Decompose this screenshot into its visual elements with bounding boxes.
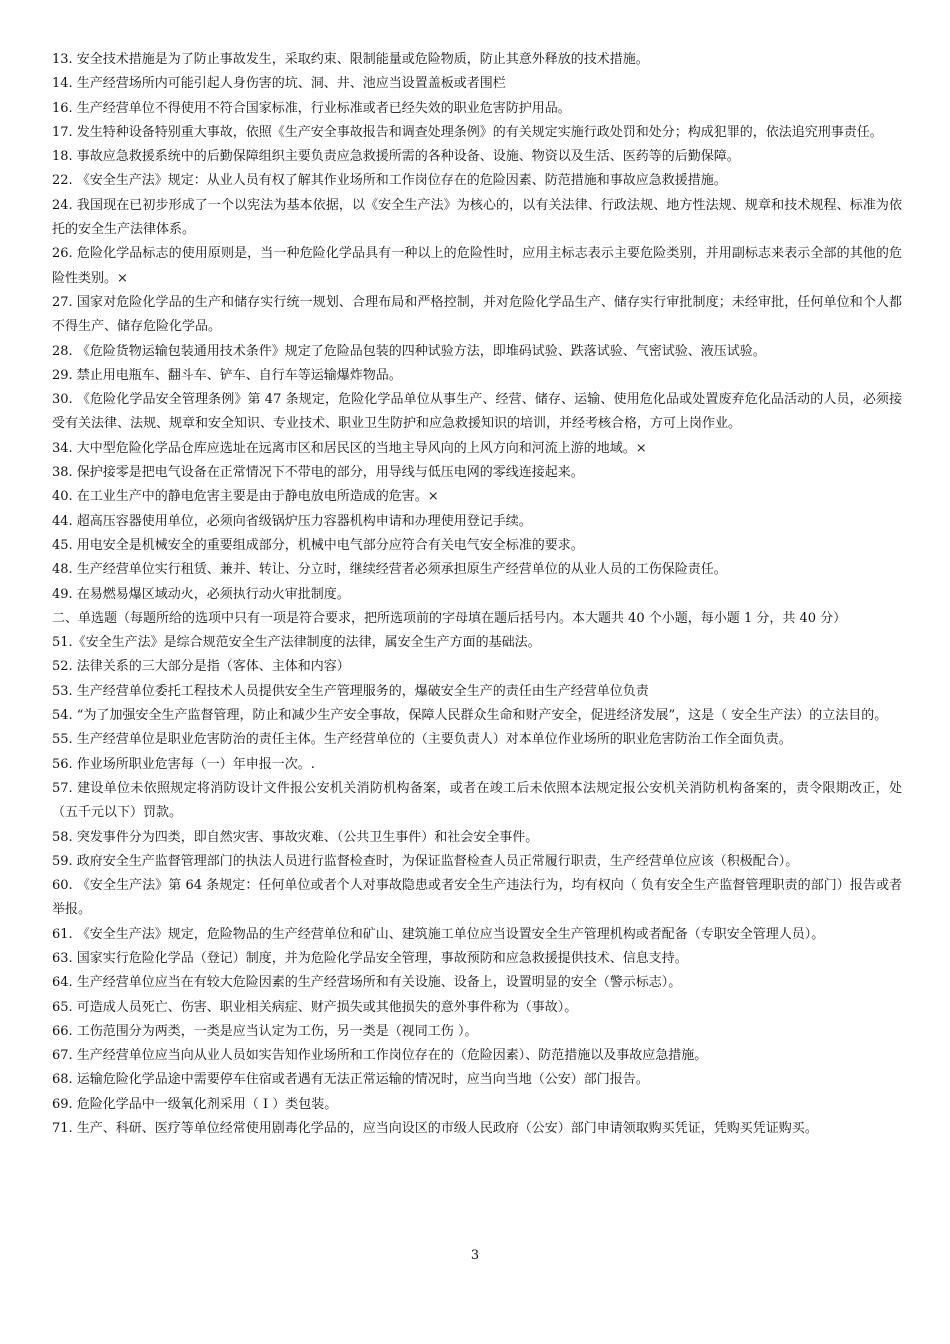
paragraph: 二、单选题（每题所给的选项中只有一项是符合要求，把所选项前的字母填在题后括号内。本大题共 40 个小题，每小题 1 分，共 40 分） xyxy=(52,610,847,626)
paragraph: 34. 大中型危险化学品仓库应选址在远离市区和居民区的当地主导风向的上风方向和河流上游的地域。× xyxy=(52,440,647,456)
paragraph: 61. 《安全生产法》规定，危险物品的生产经营单位和矿山、建筑施工单位应当设置安全生产管理机构或者配备（专职安全管理人员）。 xyxy=(52,926,825,942)
paragraph: 57. 建设单位未依照规定将消防设计文件报公安机关消防机构备案，或者在竣工后未依照本法规定报公安机关消防机构备案的，责令限期改正，处（五千元以下）罚款。 xyxy=(52,780,902,821)
paragraph: 48. 生产经营单位实行租赁、兼并、转让、分立时，继续经营者必须承担原生产经营单位的从业人员的工伤保险责任。 xyxy=(52,562,727,578)
paragraph: 45. 用电安全是机械安全的重要组成部分，机械中电气部分应符合有关电气安全标准的要求。 xyxy=(52,537,584,553)
paragraph: 27. 国家对危险化学品的生产和储存实行统一规划、合理布局和严格控制，并对危险化学品生产、储存实行审批制度；未经审批，任何单位和个人都不得生产、储存危险化学品。 xyxy=(52,294,902,335)
paragraph: 53. 生产经营单位委托工程技术人员提供安全生产管理服务的，爆破安全生产的责任由生产经营单位负责 xyxy=(52,683,649,699)
paragraph: 26. 危险化学品标志的使用原则是，当一种危险化学品具有一种以上的危险性时，应用主标志表示主要危险类别，并用副标志来表示全部的其他的危险性类别。× xyxy=(52,246,902,286)
paragraph: 28. 《危险货物运输包装通用技术条件》规定了危险品包装的四种试验方法，即堆码试验、跌落试验、气密试验、液压试验。 xyxy=(52,343,766,359)
paragraph: 49. 在易燃易爆区域动火，必须执行动火审批制度。 xyxy=(52,586,350,602)
paragraph: 58. 突发事件分为四类，即自然灾害、事故灾难、（公共卫生事件）和社会安全事件。 xyxy=(52,829,539,845)
paragraph: 65. 可造成人员死亡、伤害、职业相关病症、财产损失或其他损失的意外事件称为（事故）。 xyxy=(52,999,578,1015)
paragraph: 14. 生产经营场所内可能引起人身伤害的坑、洞、井、池应当设置盖板或者围栏 xyxy=(52,76,506,92)
page-number: 3 xyxy=(470,1248,480,1263)
paragraph: 17. 发生特种设备特别重大事故，依照《生产安全事故报告和调查处理条例》的有关规定实施行政处罚和处分；构成犯罪的，依法追究刑事责任。 xyxy=(52,124,883,140)
paragraph: 59. 政府安全生产监督管理部门的执法人员进行监督检查时，为保证监督检查人员正常履行职责，生产经营单位应该（积极配合）。 xyxy=(52,853,799,869)
paragraph: 44. 超高压容器使用单位，必须向省级锅炉压力容器机构申请和办理使用登记手续。 xyxy=(52,513,532,529)
paragraph: 24. 我国现在已初步形成了一个以宪法为基本依据，以《安全生产法》为核心的，以有关法律、行政法规、地方性法规、规章和技术规程、标准为依托的安全生产法律体系。 xyxy=(52,197,902,238)
paragraph: 30. 《危险化学品安全管理条例》第 47 条规定，危险化学品单位从事生产、经营、储存、运输、使用危化品或处置废弃危化品活动的人员，必须接受有关法律、法规、规章和安全知识、专业技术、职业卫生防护和应急救援知识的培训，并经考核合格，方可上岗作业。 xyxy=(52,392,902,432)
paragraph: 18. 事故应急救援系统中的后勤保障组织主要负责应急救援所需的各种设备、设施、物资以及生活、医药等的后勤保障。 xyxy=(52,149,740,165)
paragraph: 60. 《安全生产法》第 64 条规定：任何单位或者个人对事故隐患或者安全生产违法行为，均有权向（ 负有安全生产监督管理职责的部门）报告或者举报。 xyxy=(52,878,902,918)
paragraph: 71. 生产、科研、医疗等单位经常使用剧毒化学品的，应当向设区的市级人民政府（公安）部门申请领取购买凭证，凭购买凭证购买。 xyxy=(52,1121,818,1137)
paragraph: 67. 生产经营单位应当向从业人员如实告知作业场所和工作岗位存在的（危险因素）、防范措施以及事故应急措施。 xyxy=(52,1048,708,1064)
paragraph: 22. 《安全生产法》规定：从业人员有权了解其作业场所和工作岗位存在的危险因素、防范措施和事故应急救援措施。 xyxy=(52,173,727,189)
paragraph: 38. 保护接零是把电气设备在正常情况下不带电的部分，用导线与低压电网的零线连接起来。 xyxy=(52,465,584,481)
paragraph: 64. 生产经营单位应当在有较大危险因素的生产经营场所和有关设施、设备上，设置明显的安全（警示标志）。 xyxy=(52,975,682,991)
paragraph: 69. 危险化学品中一级氧化剂采用（ Ⅰ ）类包装。 xyxy=(52,1096,338,1112)
paragraph: 54. “为了加强安全生产监督管理，防止和减少生产安全事故，保障人民群众生命和财产安全，促进经济发展”，这是（ 安全生产法）的立法目的。 xyxy=(52,708,888,724)
paragraph: 56. 作业场所职业危害每（一）年申报一次。. xyxy=(52,756,315,772)
paragraph: 68. 运输危险化学品途中需要停车住宿或者遇有无法正常运输的情况时，应当向当地（公安）部门报告。 xyxy=(52,1072,649,1088)
paragraph: 16. 生产经营单位不得使用不符合国家标准，行业标准或者已经失效的职业危害防护用品。 xyxy=(52,100,571,116)
paragraph: 13. 安全技术措施是为了防止事故发生，采取约束、限制能量或危险物质，防止其意外释放的技术措施。 xyxy=(52,52,649,67)
paragraph: 52. 法律关系的三大部分是指（客体、主体和内容） xyxy=(52,659,350,675)
paragraph: 29. 禁止用电瓶车、翻斗车、铲车、自行车等运输爆炸物品。 xyxy=(52,367,402,383)
paragraph: 51.《安全生产法》是综合规范安全生产法律制度的法律，属安全生产方面的基础法。 xyxy=(52,635,541,651)
paragraph: 63. 国家实行危险化学品（登记）制度，并为危险化学品安全管理，事故预防和应急救援提供技术、信息支持。 xyxy=(52,950,688,966)
paragraph: 66. 工伤范围分为两类，一类是应当认定为工伤，另一类是（视同工伤 ）。 xyxy=(52,1023,478,1039)
document-body xyxy=(52,48,902,1141)
paragraph: 55. 生产经营单位是职业危害防治的责任主体。生产经营单位的（主要负责人）对本单位作业场所的职业危害防治工作全面负责。 xyxy=(52,732,792,748)
paragraph: 40. 在工业生产中的静电危害主要是由于静电放电所造成的危害。× xyxy=(52,489,439,505)
